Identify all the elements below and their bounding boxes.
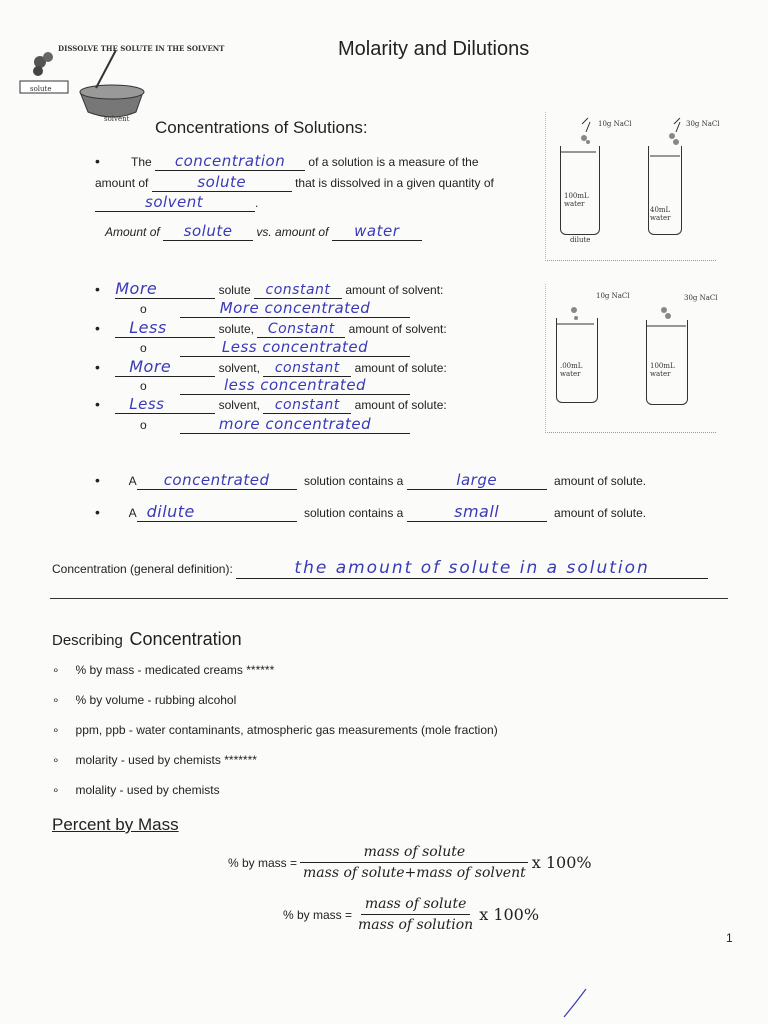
answer-solute: solute [197, 173, 247, 191]
definition-line-2: amount of solute that is dissolved in a given quantity of [95, 173, 494, 191]
section-divider [50, 598, 728, 599]
general-definition-answer: the amount of solute in a solution [294, 558, 650, 578]
list-item: ∘ molality - used by chemists [52, 783, 220, 797]
comparison-2-answer-a: Less [129, 318, 167, 337]
general-definition [52, 558, 708, 579]
answer-solute-2: solute [183, 222, 233, 240]
statement-concentrated: • A concentrated solution contains a large amount of solute. [95, 471, 647, 489]
logo-solvent-label: solvent [104, 115, 130, 123]
comparison-1-answer-a: More [115, 279, 158, 298]
formula-2-denominator: mass of solution [358, 917, 474, 933]
formula-1-denominator: mass of solute+mass of solvent [303, 865, 526, 881]
comparison-3-answer-a: More [129, 357, 172, 376]
definition-line-3: solvent . [95, 193, 258, 212]
general-definition-label: Concentration (general definition): [52, 562, 233, 576]
answer-dilute: dilute [146, 502, 195, 521]
figure-top-right-water: 40mL water [650, 206, 671, 222]
figure-bottom-left-label: 10g NaCl [596, 292, 630, 300]
formula-2-numerator: mass of solute [361, 896, 471, 915]
comparison-3: • More solvent, constant amount of solute: [95, 357, 447, 376]
formula-2 [283, 896, 539, 933]
answer-concentration: concentration [174, 152, 286, 170]
list-item: ∘ ppm, ppb - water contaminants, atmospheric gas measurements (mole fraction) [52, 723, 498, 737]
formula-2-fraction [354, 896, 477, 933]
section-heading-concentrations: Concentrations of Solutions: [155, 118, 368, 137]
answer-concentrated: concentrated [163, 471, 270, 489]
section-heading-percent-by-mass: Percent by Mass [52, 815, 179, 834]
answer-large: large [456, 471, 498, 489]
answer-solvent: solvent [145, 193, 204, 211]
comparison-2-answer-b: Constant [267, 321, 335, 337]
comparison-1-result: o More concentrated [140, 299, 410, 318]
comparison-2: • Less solute, Constant amount of solvent: [95, 318, 447, 337]
formula-1 [228, 844, 592, 881]
figure-top-left-bottom: dilute [570, 236, 591, 244]
section-heading-describing: Describing Concentration [52, 629, 242, 649]
logo-illustration [18, 40, 225, 135]
figure-bottom [545, 284, 716, 433]
comparison-1: • More solute constant amount of solvent: [95, 279, 444, 298]
figure-top [545, 112, 720, 261]
figure-bottom-right-water: 100mL water [650, 362, 675, 378]
formula-1-numerator: mass of solute [300, 844, 528, 863]
logo-caption: DISSOLVE THE SOLUTE IN THE SOLVENT [58, 44, 225, 53]
amount-of-line: Amount of solute vs. amount of water [105, 222, 422, 241]
figure-bottom-right-label: 30g NaCl [684, 294, 718, 302]
comparison-2-result: o Less concentrated [140, 338, 410, 357]
figure-top-left-label: 10g NaCl [598, 120, 632, 128]
formula-1-label: % by mass = [228, 855, 298, 870]
page-title: Molarity and Dilutions [338, 38, 530, 60]
figure-bottom-left-water: .00mL water [560, 362, 583, 378]
pen-mark-icon [560, 985, 590, 1020]
list-item: ∘ molarity - used by chemists ******* [52, 753, 257, 767]
formula-2-multiplier: x 100% [479, 905, 540, 924]
formula-2-label: % by mass = [283, 907, 353, 922]
comparison-1-answer-b: constant [265, 282, 331, 298]
list-item: ∘ % by volume - rubbing alcohol [52, 693, 237, 707]
comparison-4: • Less solvent, constant amount of solute: [95, 395, 447, 413]
list-item: ∘ % by mass - medicated creams ****** [52, 663, 275, 677]
comparison-4-answer-a: Less [129, 395, 165, 413]
figure-top-right-label: 30g NaCl [686, 120, 720, 128]
page-number: 1 [726, 931, 733, 945]
comparison-3-result: o less concentrated [140, 376, 410, 395]
answer-water: water [354, 222, 400, 240]
formula-1-multiplier: x 100% [531, 853, 592, 872]
comparison-4-result: o more concentrated [140, 415, 410, 434]
formula-1-fraction [299, 844, 530, 881]
describing-list [52, 663, 498, 813]
statement-dilute: • A dilute solution contains a small amount of solute. [95, 502, 647, 521]
comparison-3-answer-b: constant [274, 360, 340, 376]
comparison-4-answer-b: constant [274, 397, 340, 413]
answer-small: small [454, 502, 500, 521]
logo-solute-label: solute [30, 85, 52, 93]
figure-top-left-water: 100mL water [564, 192, 589, 208]
definition-line-1: • The concentration of a solution is a measure of the [95, 152, 479, 170]
